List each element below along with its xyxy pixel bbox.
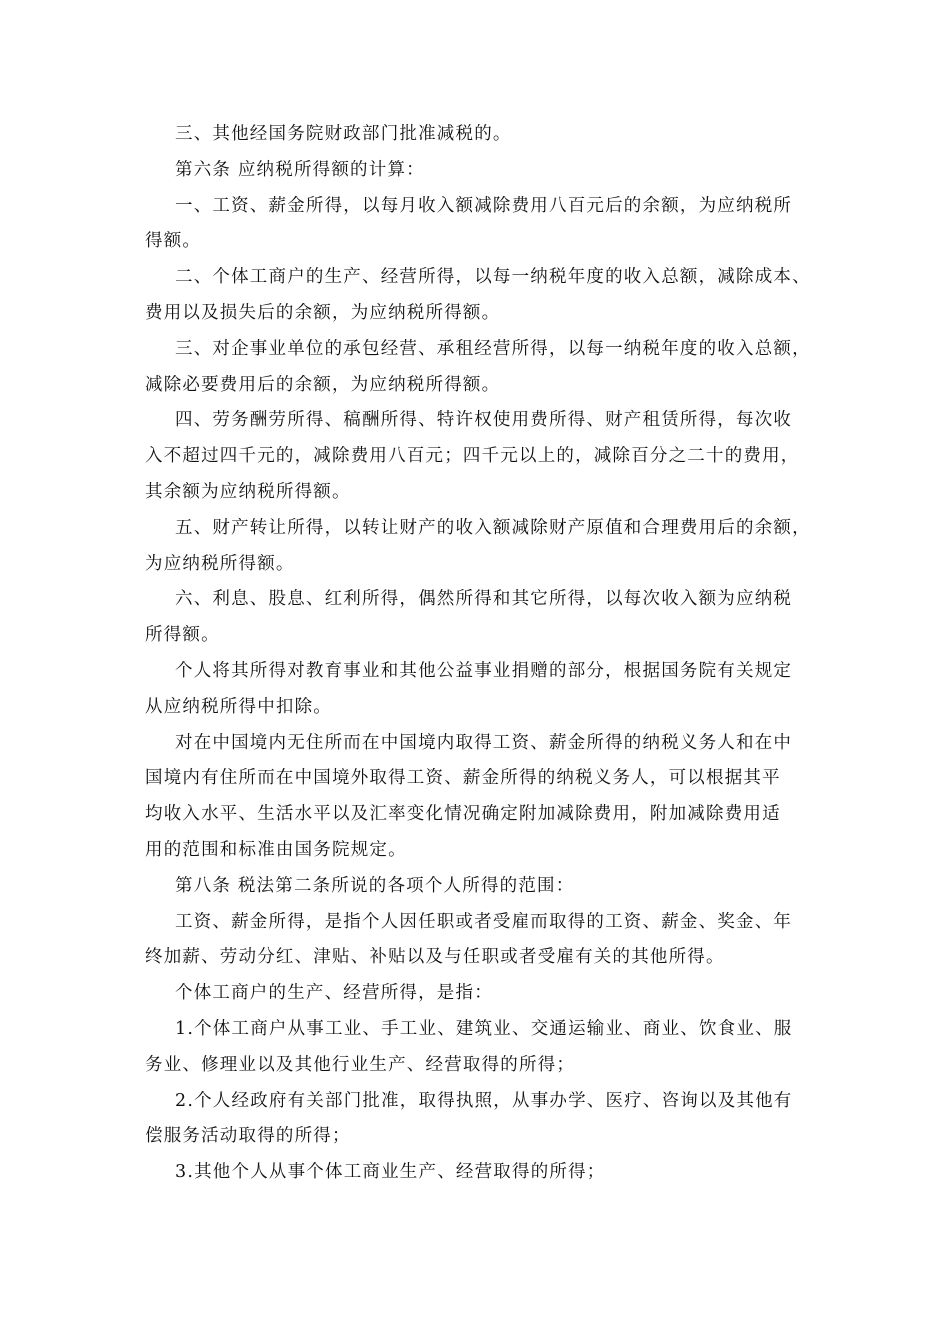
paragraph-labor-royalty-income: 四、劳务酬劳所得、稿酬所得、特许权使用费所得、财产租赁所得，每次收 入不超过四千元的，减除费用八百元；四千元以上的，减除百分之二十的费用， 其余额为应纳税所得额。 — [145, 410, 800, 502]
paragraph-business-definition-item-1: 1.个体工商户从事工业、手工业、建筑业、交通运输业、商业、饮食业、服 务业、修理业以及其他行业生产、经营取得的所得； — [145, 1018, 793, 1075]
paragraph-business-income: 二、个体工商户的生产、经营所得，以每一纳税年度的收入总额，减除成本、 费用以及损失后的余额，为应纳税所得额。 — [145, 267, 811, 323]
paragraph-article-6-heading: 第六条 应纳税所得额的计算： — [175, 159, 425, 180]
paragraph-wage-definition: 工资、薪金所得，是指个人因任职或者受雇而取得的工资、薪金、奖金、年 终加薪、劳动分红、津贴、补贴以及与任职或者受雇有关的其他所得。 — [145, 911, 793, 968]
paragraph-contract-lease-income: 三、对企事业单位的承包经营、承租经营所得，以每一纳税年度的收入总额， 减除必要费用后的余额，为应纳税所得额。 — [145, 338, 811, 395]
paragraph-property-transfer-income: 五、财产转让所得，以转让财产的收入额减除财产原值和合理费用后的余额， 为应纳税所得额。 — [145, 517, 811, 574]
paragraph-business-definition-item-3: 3.其他个人从事个体工商业生产、经营取得的所得； — [175, 1162, 606, 1183]
paragraph-business-definition-intro: 个体工商户的生产、经营所得，是指： — [175, 983, 493, 1004]
paragraph-wage-income: 一、工资、薪金所得，以每月收入额减除费用八百元后的余额，为应纳税所 得额。 — [145, 195, 793, 252]
paragraph-article-8-heading: 第八条 税法第二条所说的各项个人所得的范围： — [175, 875, 575, 896]
paragraph-interest-dividend-income: 六、利息、股息、红利所得，偶然所得和其它所得，以每次收入额为应纳税 所得额。 — [145, 589, 793, 646]
paragraph-charitable-donation: 个人将其所得对教育事业和其他公益事业捐赠的部分，根据国务院有关规定 从应纳税所得中扣除。 — [145, 660, 793, 717]
document-body — [145, 117, 815, 1191]
paragraph-tax-reduction-item-3: 三、其他经国务院财政部门批准减税的。 — [175, 124, 512, 144]
paragraph-business-definition-item-2: 2.个人经政府有关部门批准，取得执照，从事办学、医疗、咨询以及其他有 偿服务活动取得的所得； — [145, 1090, 793, 1147]
paragraph-additional-deduction: 对在中国境内无住所而在中国境内取得工资、薪金所得的纳税义务人和在中 国境内有住所而在中国境外取得工资、薪金所得的纳税义务人，可以根据其平 均收入水平、生活水平以及汇率变化情况确定附加减除费用，附加减除费用适 用的范围和标准由国务院规定。 — [145, 732, 793, 860]
